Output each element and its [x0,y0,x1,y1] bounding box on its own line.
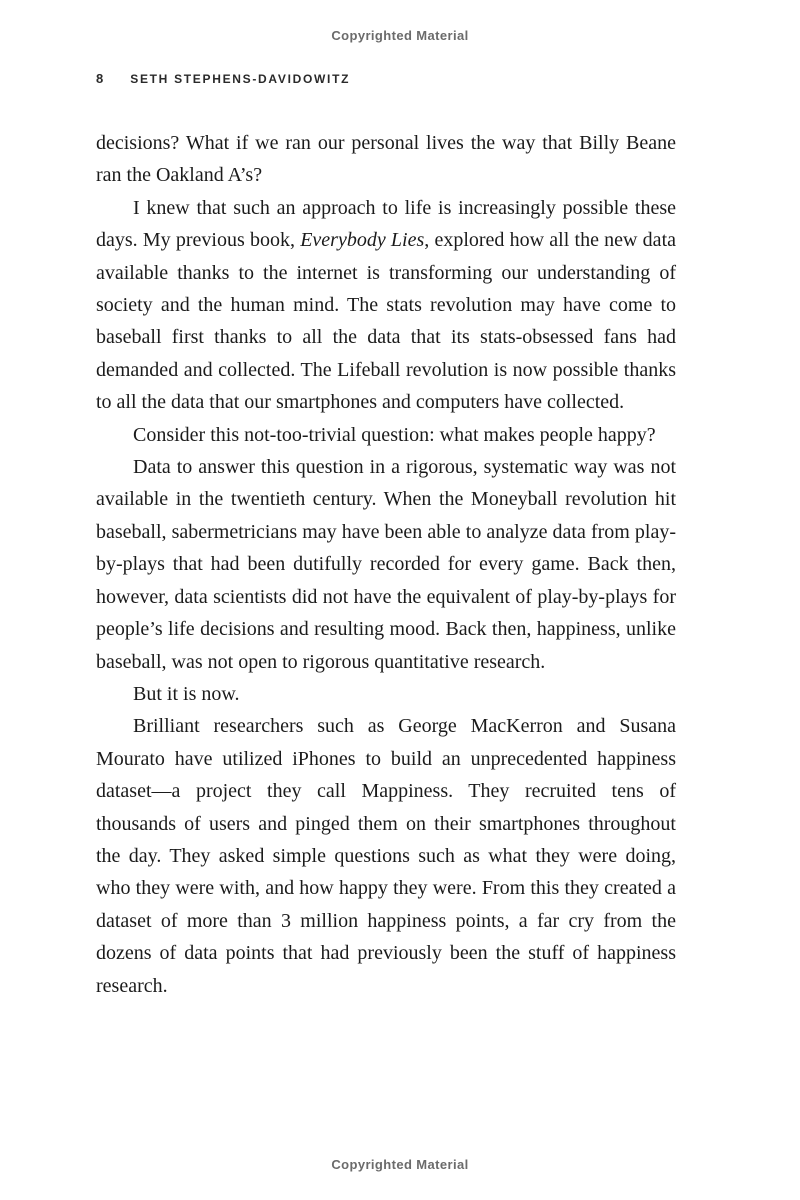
paragraph: Data to answer this question in a rigorous, systematic way was not available in the twentieth century. When the Moneyball revolution hit baseball, sabermetricians may have been able to analyze data from play-by-plays that had been dutifully recorded for every game. Back then, however, data scientists did not have the equivalent of play-by-plays for people’s life decisions and resulting mood. Back then, happiness, unlike baseball, was not open to rigorous quantitative research. [96,456,676,673]
paragraph-text: , explored how all the new data available thanks to the internet is transforming our understanding of society and the human mind. The stats revolution may have come to baseball first thanks to all the data that its stats-obsessed fans had demanded and collected. The Lifeball revolution is now possible thanks to all the data that our smartphones and computers have collected. [96,229,676,414]
book-title-italic: Everybody Lies [300,229,425,252]
copyright-notice-bottom: Copyrighted Material [331,1157,469,1172]
body-text [96,127,676,1002]
copyright-notice-top: Copyrighted Material [331,28,469,43]
running-header [96,71,676,86]
page-number: 8 [96,71,104,86]
paragraph: decisions? What if we ran our personal lives the way that Billy Beane ran the Oakland A’s? [96,132,676,187]
paragraph [96,192,676,419]
running-title: SETH STEPHENS-DAVIDOWITZ [130,72,351,86]
paragraph: Brilliant researchers such as George MacKerron and Susana Mourato have utilized iPhones to build an unprecedented happiness dataset—a project they call Mappiness. They recruited tens of thousands of users and pinged them on their smartphones throughout the day. They asked simple questions such as what they were doing, who they were with, and how happy they were. From this they created a dataset of more than 3 million happiness points, a far cry from the dozens of data points that had previously been the stuff of happiness research. [96,715,676,997]
paragraph: But it is now. [133,682,240,705]
paragraph: Consider this not-too-trivial question: what makes people happy? [133,423,656,446]
paragraph-text: I knew that such an approach to life is increasingly possible these days. My previous book, [96,196,676,252]
